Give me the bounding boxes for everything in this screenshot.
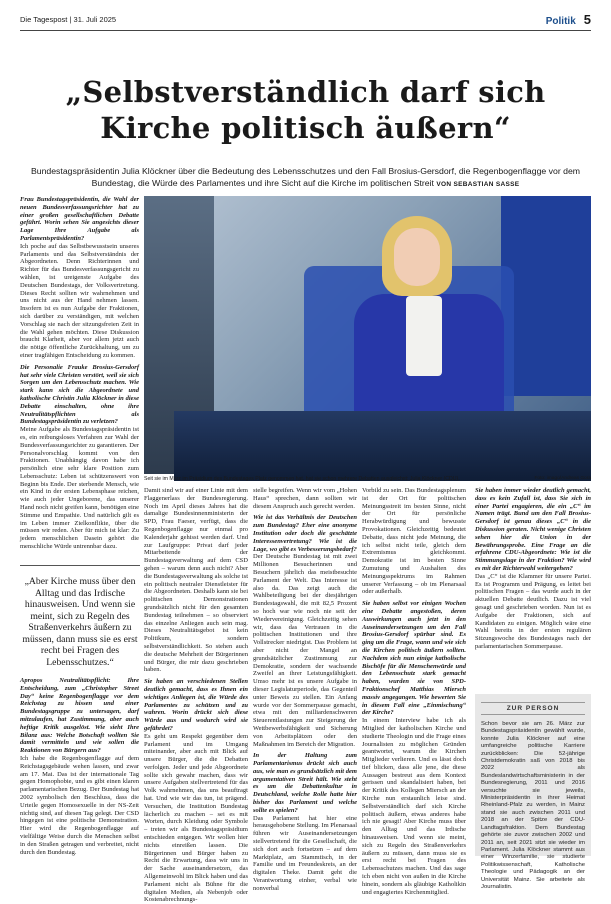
question: Sie haben an verschiedenen Stellen deutlich gemacht, dass es Ihnen ein wichtiges Anliegen ist, die Würde des Parlamentes zu schützen und zu wahren. Worin drückt sich diese Würde aus und wodurch wird sie gefährdet? (144, 678, 248, 732)
question: Die Personalie Frauke Brosius-Gersdorf hat sehr viele Christen verstört, weil sie sich Sorgen um den Lebensschutz machen. Wie stark kann sich die Abgeordnete und katholische Christin Julia Klöckner in diese Debatte einschalten, ohne ihre Neutralitätspflichten als Bundestagspräsidentin zu verletzen? (20, 363, 139, 426)
column-5 (475, 487, 591, 687)
column-4 (362, 487, 466, 896)
photo-credit: Foto: imago/Andreas Gora (534, 476, 591, 481)
byline: VON SEBASTIAN SASSE (436, 181, 520, 188)
masthead-bar (20, 10, 591, 28)
answer: Ich habe die Regenbogenflagge auf dem Reichstagsgebäude wehen lassen, und zwar am 17. Mai. Das ist der internationale Tag gegen Homophobie, und es gibt einen klaren parlamentarischen Bezug. Der Bundestag hat 2002 symbolisch den Beschluss, dass die Urteile gegen Homosexuelle in der NS-Zeit nichtig sind, auf diesen Tag gelegt. Der CSD hingegen ist eine politische Demonstration. Hier wird die Regenbogenflagge auf vielfältige Weise durch die Menschen selbst in den Straßen getragen und verbreitet, nicht durch den Bundestag. (20, 754, 139, 856)
answer-continued: Vorbild zu sein. Das Bundestagsplenum ist der Ort für politischen Meinungsstreit im besten Sinne, nicht der Ort für persönliche Herabwürdigung und bewusste Provokationen. Gleichzeitig bedeutet Debatte, dass nicht jede Meinung, die ich selbst nicht teile, gleich dem Extremismus gleichkommt. Demokratie ist im besten Sinne Zumutung und Aushalten des Meinungsspektrums im Rahmen unserer Verfassung – ob im Plenarsaal oder außerhalb. (362, 487, 466, 596)
separator: | (69, 14, 74, 24)
issue-date: 31. Juli 2025 (73, 14, 117, 24)
headline (20, 74, 591, 146)
headline-line-1: „Selbstverständlich darf sich (65, 75, 546, 109)
masthead-right (546, 12, 591, 27)
publication-name: Die Tagespost (20, 14, 68, 24)
photo-face (394, 228, 440, 286)
photo-caption: Seit sie im März im Präsidium des Bundestages Platz genommen hat, hat sie schon mehrere Debatten ausgleichst: Julia Klöckner (CDU). (144, 476, 460, 482)
article-photo (144, 196, 591, 474)
page-number: 5 (583, 11, 591, 27)
person-box-text: Schon bevor sie am 26. März zur Bundestagspräsidentin gewählt wurde, konnte Julia Klöckner auf eine umfangreiche politische Karriere zurückblicken: Die 52-jährige Christdemokratin saß von 2018 bis 2022 als Bundeslandwirtschaftsministerin in der Bundesregierung, 2011 und 2016 versuchte sie jeweils, Ministerpräsidentin in ihrer Heimat Rheinland-Pfalz zu werden, in Mainz stand sie auch zwischen 2011 und 2018 an der Spitze der CDU-Landtagsfraktion. Dem Bundestag gehörte sie zuvor zwischen 2002 und 2011 an, seit 2021 sitzt sie wieder im Parlament. Julia Klöckner stammt aus einer Winzerfamilie, sie studierte Politikwissenschaft, Katholische Theologie und Pädagogik an der Universität Mainz. Sie arbeitete als Journalistin. (481, 721, 585, 890)
answer: Ich poche auf das Selbstbewusstsein unseres Parlaments und das Selbstverständnis der Abgeordneten. Denn Richterinnen und Richter für das Bundesverfassungsgericht zu wählen, ist ureigenste Aufgabe des Deutschen Bundestags, der Volksvertretung. Dieses Recht sollten wir wahrnehmen und uns nicht aus der Hand nehmen lassen. Insofern ist es nun Aufgabe der Fraktionen, sich darüber zu verständigen, mit welchen Vorschlag sie nach der sitzungsfreien Zeit in die Wahl gehen möchten. Diese Diskussion braucht Klarheit, aber vor allem jetzt auch die nötige öffentliche Zurückhaltung, um zu einer tragfähigen Entscheidung zu kommen. (20, 242, 139, 359)
question: Frau Bundestagspräsidentin, die Wahl der neuen Bundesverfassungsrichter hat zu einer großen gesellschaftlichen Debatte geführt. Worin sehen Sie angesichts dieser Lage Ihre Aufgabe als Parlamentspräsidentin? (20, 196, 139, 242)
answer: Das „C“ ist die Klammer für unsere Partei. Es ist Programm und Prägung, es leitet bei politischen Fragen – das wurde auch in der aktuellen Debatte deutlich. Dazu ist viel gesagt und geschrieben worden. Nun ist es Aufgabe der Fraktionen, sich auf Kandidaten zu einigen. Möglich wäre eine Wahl bereits in der ersten regulären Sitzungswoche des Bundestages nach der parlamentarischen Sommerpause. (475, 572, 591, 650)
person-box-heading: ZUR PERSON (481, 702, 585, 715)
answer: In einem Interview habe ich als Mitglied der katholischen Kirche und studierte Theologin und die Frage eines Journalisten zu möglichen Gründen geantwortet, warum die Kirchen Mitglieder verlieren. Und es lässt doch tief blicken, dass alle jene, die diese Aussagen bestreut aus dem Kontext gerissen und skandalisiert haben, bei der Kritik des Kollegen Miersch an der Kirche nun erstaunlich leise sind. Selbstverständlich darf sich Kirche politisch äußern, etwas anderes habe ich nie gesagt! Aber Kirche muss über den Alltag und das Irdische hinausweisen. Und wenn sie meint, sich zu Regeln des Straßenverkehrs äußern zu müssen, dann muss sie es erst recht bei Fragen des Lebensschutzes machen. Und das sage ich eben nicht von außen in die Kirche hinein, sondern als gläubige Katholikin und engagiertes Kirchenmitglied. (362, 717, 466, 896)
photo-desk (174, 411, 591, 481)
photo-blouse (406, 296, 442, 376)
question: In der Haltung zum Parlamentarismus drückt sich auch aus, wie man es grundsätzlich mit dem argumentativen Streit hält. Wie steht es um die Debattenkultur in Deutschland, welche Rolle hatte hier bisher das Parlament und welche sollte es spielen? (253, 752, 357, 814)
masthead-left (20, 15, 116, 24)
pull-quote: „Aber Kirche muss über den Alltag und das Irdische hinausweisen. Und wenn sie meint, sich zu Regeln des Straßenverkehrs äußern zu müssen, dann muss sie es erst recht bei Fragen des Lebensschutzes.“ (20, 565, 140, 668)
answer: Der Deutsche Bundestag ist mit zwei Millionen Besucherinnen und Besuchern jährlich das meistbesuchte Parlament der Welt. Das Interesse ist also da. Das zeigt auch die Wahlbeteiligung bei der diesjährigen Bundestagswahl, die mit 82,5 Prozent so hoch war wie noch nie seit der Wiedervereinigung. Gleichzeitig sehen wir, dass das Vertrauen in die politischen Institutionen und ihre Vollstrecker niedrigist. Das Problem ist aber nicht der Mangel an grundsätzlicher Zustimmung zur Demokratie, sondern der wachsende Zweifel an ihrer Leistungsfähigkeit. Umso mehr ist es unsere Aufgabe in dieser Legislaturperiode, das Gegenteil unter Beweis zu stellen. Ein Anfang wurde vor der Sommerpause gemacht, etwa mit den milliardenschweren Steuerentlastungen zur Steigerung der Wettbewerbsfähigkeit und Sicherung von Arbeitsplätzen oder den Maßnahmen im Bereich der Migration. (253, 553, 357, 748)
deck-text: Bundestagspräsidentin Julia Klöckner über die Bedeutung des Lebensschutzes und den Fall Brosius-Gersdorf, die Regenbogenflagge vor dem Bundestag, die Würde des Parlamentes und ihre Sicht auf die Kirche im politischen Streit (30, 166, 581, 188)
deck (20, 165, 591, 191)
column-1 (20, 196, 139, 555)
photo-caption-row (144, 476, 591, 482)
column-3 (253, 487, 357, 892)
masthead-rule (20, 30, 591, 31)
answer: Das Parlament hat hier eine herausgehobene Stellung. Im Plenarsaal führen wir Auseinandersetzungen stellvertretend für die Gesellschaft, die sich dort auch fortsetzen – auf dem Marktplatz, am Stammtisch, in der Familie und im Freundeskreis, an der digitalen Theke. Damit geht die Verantwortung einher, verbal wie nonverbal (253, 814, 357, 892)
answer: Meine Aufgabe als Bundestagspräsidentin ist es, ein reibungsloses Verfahren zur Wahl der Bundesverfassungsrichter zu garantieren. Der Personalvorschlag kommt von den Fraktionen. Unabhängig davon habe ich persönlich eine sehr klare Position zum Lebensschutz: Leben ist schützenswert von Beginn bis Ende. Der sterbende Mensch, wie ein Kind in der ersten Lebensphase reichen, wie auch jeder Ungeborene, das unserer Hand noch nicht greifen kann, benötigen eine Stimme und Empathie. Und natürlich gilt es im Leben immer Zielkonflikte, über die müssen wir reden. Aber für mich ist klar: Zu jedem menschlichen Dasein gehört die menschliche Würde untrennbar dazu. (20, 426, 139, 551)
section-label: Politik (545, 15, 576, 27)
column-1-lower (20, 677, 139, 862)
headline-line-2: Kirche politisch äußern“ (100, 111, 511, 145)
column-2 (144, 487, 248, 904)
question: Sie haben selbst vor einigen Wochen eine Debatte angestoßen, deren Auswirkungen auch jetzt in den Auseinandersetzungen um den Fall Brosius-Gersdorf spürbar sind. Es ging um die Frage, wann und wie sich die Kirchen politisch äußern sollten. Nachdem sich nun einige katholische Bischöfe für die Menschenwürde und den Lebensschutz stark gemacht haben, wurden sie von SPD-Fraktionschef Matthias Miersch massiv angegangen. Wie bewerten Sie in diesem Fall eine „Einmischung“ der Kirche? (362, 600, 466, 717)
photo-flag (501, 196, 591, 396)
answer: Es geht um Respekt gegenüber dem Parlament und im Umgang miteinander, aber auch mit Blick auf unsere Bürger, die die Debatten verfolgen. Jeder und jede Abgeordnete sollte sich gewahr machen, dass wir unsere Aufgaben stellvertretend für das Volk wahrnehmen, das uns beauftragt hat. Und wie wir das tun, ist prägend. Versuchen, die Institution Bundestag lächerlich zu machen – sei es mit Worten, durch Kleidung oder Symbole – treten wir als Bundestagspräsidium entschieden entgegen. Wir wollen hier nichts einreißen lassen. Die Bürgerinnen und Bürger haben zu Recht die Erwartung, dass wir uns in der Sache auseinandersetzen, das Allgemeinwohl im Blick haben und das Parlament nicht als Bühne für die digitalen Medien, als Nebenjob oder Kostenabrechnungs- (144, 732, 248, 904)
answer-continued: stelle begreifen. Wenn wir vom „Hohen Haus“ sprechen, dann sollten wir diesem Anspruch auch gerecht werden. (253, 487, 357, 510)
question: Sie haben immer wieder deutlich gemacht, dass es kein Zufall ist, dass Sie sich in einer Partei engagieren, die ein „C“ im Namen trägt. Bund um den Fall Brosius-Gersdorf ist genau dieses „C“ in die Diskussion geraten. Nicht wenige Christen sehen hier die Union in der Bewährungsprobe. Eine Frage an die erfahrene CDU-Abgeordnete: Wie ist die Stimmungslage in der Fraktion? Wie wird es mit der Richterwahl weitergehen? (475, 487, 591, 572)
answer-continued: Damit sind wir auf einer Linie mit dem Flaggenerlass der Bundesregierung. Noch im April dieses Jahres hat die damalige Bundesinnenministerin der SPD, Frau Faeser, verfügt, dass die Regenbogenflagge nur einmal pro Kalenderjahr gehisst werden darf. Und zur Laufgruppe: Privat darf jeder Mitarbeitende der Bundestagsverwaltung auf dem CSD gehen – warum denn auch nicht? Aber die Bundestagsverwaltung als solche ist ein politisch neutraler Dienstleister für die Abgeordneten. Deshalb kann sie bei politischen Demonstrationen grundsätzlich nicht für den gesamten Bundestag teilnehmen – so observiert das einzelne Anliegen auch sein mag. Dieses Neutralitätsgebot ist kein Politikum, sondern selbstverständlichkeit. So stehen auch die deutsche Mehrheit der Bürgerinnen und Bürger, die mir dazu geschrieben haben. (144, 487, 248, 674)
question: Wie ist das Verhältnis der Deutschen zum Bundestag? Eher eine anonyme Institution oder doch die geschätzte Interessenvertretung? Wie ist die Lage, wo gibt es Verbesserungsbedarf? (253, 514, 357, 553)
person-info-box (475, 694, 591, 890)
question: Apropos Neutralitätspflicht: Ihre Entscheidung, zum „Christopher Street Day“ keine Regenbogenflagge vor dem Reichstag zu hissen und einer Bundestagsgruppe zu untersagen, darf mitzulaufen, hat Zustimmung, aber auch heftige Kritik ausgelöst. Wie sieht Ihre Bilanz aus: Welche Botschaft wollten Sie damit vermitteln und wie sollen die Reaktionen von Bürgern aus? (20, 677, 139, 755)
